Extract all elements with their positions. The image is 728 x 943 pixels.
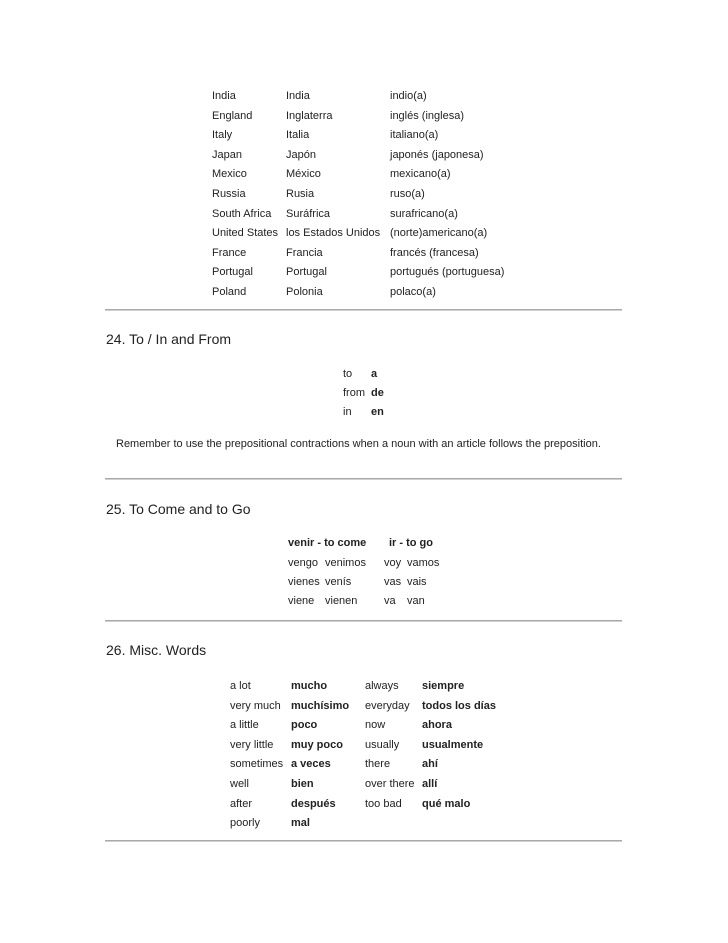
word-es-1: poco bbox=[291, 719, 318, 732]
country-en: France bbox=[212, 246, 247, 259]
ir-singular: va bbox=[384, 595, 396, 607]
preposition-en: to bbox=[343, 368, 353, 380]
word-es-1: después bbox=[291, 797, 336, 810]
countries-table bbox=[0, 0, 728, 300]
ir-singular: voy bbox=[384, 557, 402, 569]
ir-header: ir - to go bbox=[389, 537, 433, 549]
nationality: mexicano(a) bbox=[390, 168, 451, 181]
nationality: inglés (inglesa) bbox=[390, 109, 464, 122]
word-es-2: ahora bbox=[422, 719, 452, 732]
venir-singular: vengo bbox=[288, 557, 318, 569]
venir-plural: venís bbox=[325, 576, 352, 588]
word-es-1: bien bbox=[291, 778, 314, 790]
venir-singular: vienes bbox=[288, 576, 320, 588]
country-es: Polonia bbox=[286, 286, 323, 298]
country-es: India bbox=[286, 90, 310, 102]
section-25-title: 25. To Come and to Go bbox=[106, 501, 251, 517]
country-es: Suráfrica bbox=[286, 207, 331, 220]
nationality: (norte)americano(a) bbox=[390, 227, 488, 240]
word-es-1: mucho bbox=[291, 680, 328, 692]
country-es: Rusia bbox=[286, 188, 315, 200]
preposition-es: de bbox=[371, 387, 384, 399]
word-es-2: qué malo bbox=[422, 797, 471, 810]
word-en-1: a little bbox=[230, 719, 259, 732]
country-en: South Africa bbox=[212, 207, 272, 220]
word-en-1: very much bbox=[230, 699, 281, 712]
nationality: francés (francesa) bbox=[390, 246, 479, 259]
word-es-1: muchísimo bbox=[291, 699, 350, 712]
word-es-2: todos los días bbox=[422, 699, 496, 712]
word-en-1: after bbox=[230, 797, 253, 810]
word-en-2: always bbox=[365, 680, 399, 692]
divider-3 bbox=[105, 620, 622, 622]
venir-singular: viene bbox=[288, 595, 315, 607]
preposition-en: from bbox=[343, 387, 365, 399]
word-en-2: too bad bbox=[365, 797, 402, 810]
country-en: India bbox=[212, 90, 236, 102]
country-en: England bbox=[212, 109, 253, 122]
word-es-1: a veces bbox=[291, 758, 331, 771]
country-es: Japón bbox=[286, 148, 316, 161]
country-en: Mexico bbox=[212, 168, 247, 181]
country-en: Russia bbox=[212, 188, 246, 200]
word-en-1: poorly bbox=[230, 817, 260, 830]
word-en-2: usually bbox=[365, 738, 400, 751]
preposition-es: en bbox=[371, 406, 384, 418]
nationality: italiano(a) bbox=[390, 129, 439, 142]
nationality: ruso(a) bbox=[390, 188, 425, 200]
word-en-2: there bbox=[365, 758, 391, 771]
preposition-en: in bbox=[343, 406, 352, 418]
divider-1 bbox=[105, 309, 622, 311]
word-es-2: siempre bbox=[422, 680, 465, 692]
country-es: los Estados Unidos bbox=[286, 227, 381, 240]
word-es-2: usualmente bbox=[422, 738, 484, 751]
venir-plural: vienen bbox=[325, 595, 358, 607]
ir-plural: vais bbox=[407, 576, 427, 588]
section-26-title: 26. Misc. Words bbox=[106, 642, 207, 658]
country-en: United States bbox=[212, 227, 279, 240]
country-en: Italy bbox=[212, 129, 233, 142]
nationality: polaco(a) bbox=[390, 286, 436, 298]
divider-2 bbox=[105, 478, 622, 480]
word-es-1: muy poco bbox=[291, 738, 343, 751]
word-es-2: allí bbox=[422, 778, 438, 790]
country-es: Inglaterra bbox=[286, 109, 333, 122]
section-24-title: 24. To / In and From bbox=[106, 331, 232, 347]
section-24-note: Remember to use the prepositional contractions when a noun with an article follows the preposition. bbox=[116, 438, 601, 450]
nationality: indio(a) bbox=[390, 90, 427, 102]
country-es: Portugal bbox=[286, 266, 327, 279]
word-en-1: a lot bbox=[230, 680, 251, 692]
word-es-2: ahí bbox=[422, 758, 438, 771]
venir-header: venir - to come bbox=[288, 537, 367, 549]
country-en: Poland bbox=[212, 286, 247, 298]
word-en-1: well bbox=[230, 778, 249, 790]
nationality: japonés (japonesa) bbox=[390, 148, 484, 161]
country-en: Portugal bbox=[212, 266, 253, 279]
ir-singular: vas bbox=[384, 576, 402, 588]
ir-plural: van bbox=[407, 595, 425, 607]
word-en-1: sometimes bbox=[230, 758, 284, 771]
word-es-1: mal bbox=[291, 817, 310, 830]
venir-plural: venimos bbox=[325, 557, 366, 569]
ir-plural: vamos bbox=[407, 557, 440, 569]
word-en-1: very little bbox=[230, 738, 274, 751]
country-en: Japan bbox=[212, 148, 242, 161]
word-en-2: now bbox=[365, 719, 386, 732]
nationality: surafricano(a) bbox=[390, 207, 458, 220]
nationality: portugués (portuguesa) bbox=[390, 266, 505, 279]
word-en-2: over there bbox=[365, 778, 415, 790]
word-en-2: everyday bbox=[365, 699, 410, 712]
divider-4 bbox=[105, 840, 622, 842]
preposition-es: a bbox=[371, 368, 378, 380]
country-es: Italia bbox=[286, 129, 310, 142]
country-es: Francia bbox=[286, 246, 323, 259]
country-es: México bbox=[286, 168, 321, 181]
